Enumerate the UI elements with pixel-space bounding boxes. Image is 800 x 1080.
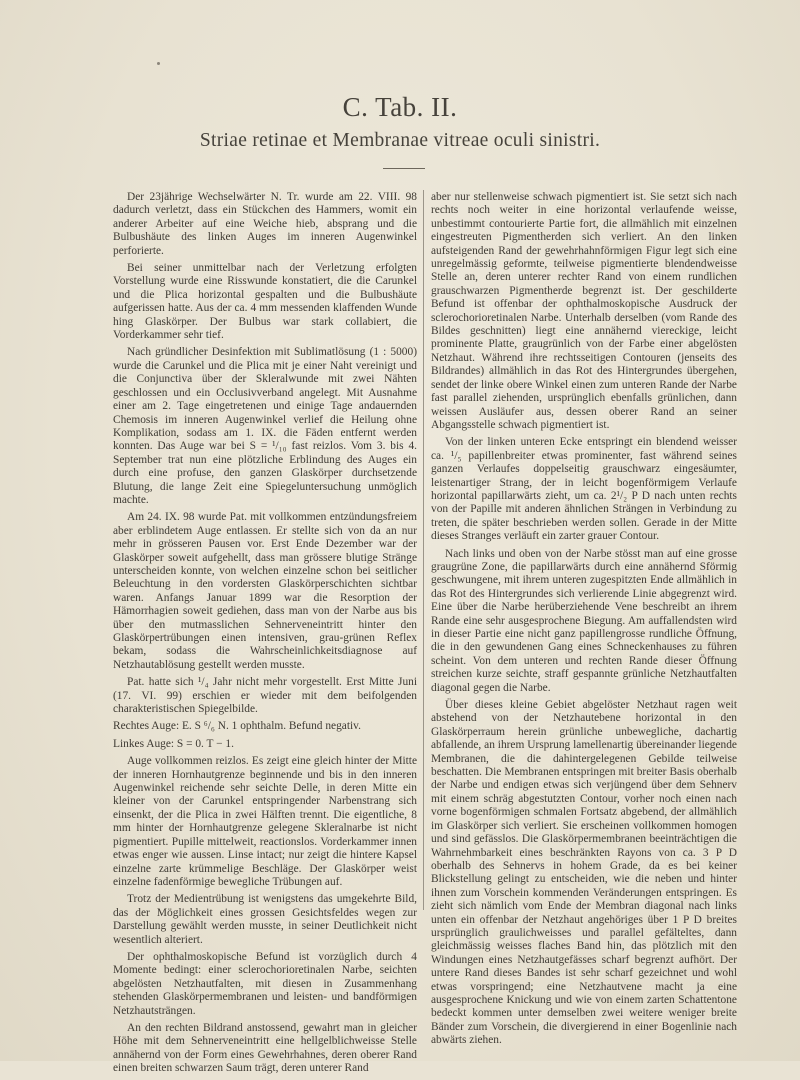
paragraph: Über dieses kleine Gebiet abgelöster Netzhaut ragen weit abstehend von der Netzhautebene horizontal in den Glaskörperraum herein grünliche unbewegliche, dachartig abfallende, an ihrem Ursprung lamellenartig übereinander liegende Membranen, die die dahintergelegenen Gebilde teilweise beschatten. Die Membranen entspringen mit breiter Basis oberhalb der Narbe und endigen etwas sich verjüngend über dem Sehnerv mit einem schräg abgestutzten Contour, vorher noch einen nach vorne bogenförmigen schmalen Fortsatz abgebend, der allmählich im Glaskörper sich verliert. Sie erscheinen vollkommen homogen und sind gefässlos. Die Glaskörpermembranen beeinträchtigen die Wahrnehmbarkeit eines beschränkten Rayons von ca. 3 P D oberhalb des Sehnervs in hohem Grade, da es bei keiner Blickstellung gelingt zu entscheiden, wie die neben und hinter ihnen zum Vorschein kommenden Veränderungen entspringen. Es zieht sich nämlich vom Ende der Membran diagonal nach links unten ein offenbar der Netzhaut angehöriges über 1 P D breites ursprünglich graulichweisses und parallel gefälteltes, dann gleichmässig weisses flaches Band hin, das plötzlich mit den Windungen eines Netzhautgefässes scharf begrenzt aufhört. Der untere Rand dieses Bandes ist sehr scharf gezeichnet und wohl etwas vorspringend; eine Netzhautvene macht ja eine ausgesprochene Knickung und wie von einem zarten Schattentone bedeckt kommen unter demselben zwei weitere weniger breite Bänder zum Vorschein, die divergierend in einer Bogenlinie nach abwärts ziehen. xyxy=(431,699,737,1047)
paragraph: Der ophthalmoskopische Befund ist vorzüglich durch 4 Momente bedingt: einer sclerochorioretinalen Narbe, seichten abgelösten Netzhautfalten, mit diesen in Zusammenhang stehenden Glaskörpermembranen und leisten- und bandförmigen Netzhautsträngen. xyxy=(113,950,417,1017)
plate-subtitle: Striae retinae et Membranae vitreae oculi sinistri. xyxy=(199,130,601,151)
column-divider xyxy=(423,190,424,910)
paragraph: Nach links und oben von der Narbe stösst man auf eine grosse graugrüne Zone, die papillarwärts durch eine annähernd Sförmig geschwungene, mit ihrem unteren zugespitzten Ende allmählich in das Rot des Hintergrundes sich verlierende Linie abgegrenzt wird. Eine über die Narbe herüberziehende Vene beschreibt an ihrem Rande eine sehr ausgesprochene Biegung. Am auffallendsten wird in dieser Partie eine nicht ganz papillengrosse rundliche Öffnung, die in den gewundenen Gang eines Schneckenhauses zu führen scheint. Von dem unteren und rechten Rande dieser Öffnung streichen kurze seichte, straff gespannte grünliche Netzhautfalten diagonal gegen die Narbe. xyxy=(431,547,737,694)
plate-title: C. Tab. II. xyxy=(342,92,458,122)
paragraph: Trotz der Medientrübung ist wenigstens das umgekehrte Bild, das der Möglichkeit eines grossen Gesichtsfeldes wegen zur Darstellung gewählt werden musste, in seiner Deutlichkeit nicht wesentlich alteriert. xyxy=(113,893,417,946)
paragraph: aber nur stellenweise schwach pigmentiert ist. Sie setzt sich nach rechts noch weiter in eine horizontal verlaufende weisse, unbestimmt contourierte Partie fort, die allmählich mit einzelnen eingestreuten Pigmentherden sich verliert. An den linken aufsteigenden Rand der gewehrhahnförmigen Figur legt sich eine unregelmässig geformte, teilweise pigmentierte blendendweisse Stelle an, deren unterer rechter Rand von einem rundlichen grauschwarzen Pigmentherde begrenzt ist. Der geschilderte Befund ist offenbar der ophthalmoskopische Ausdruck der sclerochorioretinalen Narbe. Unterhalb derselben (vom Rande des Bildes geschnitten) liegt eine annähernd viereckige, leicht prominente Platte, graugrünlich von der Farbe einer abgelösten Netzhaut. Während ihre rechtsseitigen Contouren (jenseits des Bildrandes) allmählich in das Rot des Hintergrundes übergehen, sendet der linke obere Winkel einen zum unteren Rande der Narbe fast parallel ziehenden, ursprünglich ebenfalls grünlichen, dann weissen Ausläufer aus, dessen oberer Rand an seiner Abgangsstelle schwach pigmentiert ist. xyxy=(431,191,737,431)
paragraph: Nach gründlicher Desinfektion mit Sublimatlösung (1 : 5000) wurde die Carunkel und die Plica mit je einer Naht vereinigt und die Conjunctiva über der Skleralwunde mit zwei Nähten geschlossen und ein Occlusivverband angelegt. Mit Ausnahme einer am 2. Tage eingetretenen und einige Tage andauernden Chemosis im inneren Augenwinkel verlief die Heilung ohne Komplikation, sodass am 1. IX. die Fäden entfernt werden konnten. Das Auge war bei S = ¹/₁₀ fast reizlos. Vom 3. bis 4. September trat nun eine plötzliche Erblindung des Auges ein durch eine profuse, den ganzen Glaskörper durchsetzende Blutung, die lange Zeit eine Spiegeluntersuchung unmöglich machte. xyxy=(113,346,417,506)
paragraph-left-eye: Linkes Auge: S = 0. T − 1. xyxy=(113,737,234,750)
paragraph-right-eye: Rechtes Auge: E. S ⁶/₆ N. 1 ophthalm. Befund negativ. xyxy=(113,720,361,733)
paragraph: Von der linken unteren Ecke entspringt ein blendend weisser ca. ¹/₅ papillenbreiter etwas prominenter, fast während seines ganzen Verlaufes doppelseitig grauschwarz eingesäumter, leistenartiger Strang, der in leicht bogenförmigem Verlaufe horizontal papillarwärts zieht, um ca. 2¹/₂ P D nach unten rechts von der Papille mit anderen ähnlichen Strängen in Verbindung zu treten, die später beschrieben werden sollen. Gerade in der Mitte dieses Stranges verläuft ein zarter grauer Contour. xyxy=(431,436,737,543)
paragraph: An den rechten Bildrand anstossend, gewahrt man in gleicher Höhe mit dem Sehnerveneintritt eine hellgelblichweisse Stelle annähernd von der Form eines Gewehrhahnes, deren oberer Rand einen breiten schwarzen Saum trägt, deren unterer Rand xyxy=(113,1021,417,1075)
title-rule xyxy=(383,168,425,169)
paragraph: Bei seiner unmittelbar nach der Verletzung erfolgten Vorstellung wurde eine Risswunde konstatiert, die die Carunkel und die Plica horizontal gespalten und die Bulbushäute aufgerissen hatte. Aus der ca. 4 mm messenden klaffenden Wunde hing Glaskörper. Der Bulbus war stark collabiert, die Vorderkammer sehr tief. xyxy=(113,262,417,342)
paragraph: Pat. hatte sich ¹/₄ Jahr nicht mehr vorgestellt. Erst Mitte Juni (17. VI. 99) erschien er wieder mit dem beifolgenden charakteristischen Spiegelbilde. xyxy=(113,676,417,716)
paragraph: Auge vollkommen reizlos. Es zeigt eine gleich hinter der Mitte der inneren Hornhautgrenze beginnende und bis in den inneren Augenwinkel reichende sehr seichte Delle, in deren Mitte ein kleiner von der Carunkel entspringender Narbenstrang sich einsenkt, der die Plica in zwei Hälften trennt. Die eigentliche, 8 mm hinter der Hornhautgrenze gelegene Skleralnarbe ist nicht pigmentiert. Pupille mittelweit, reactionslos. Vorderkammer innen etwas enger wie aussen. Linse intact; nur zeigt die hintere Kapsel einzelne zarte krümmelige Beschläge. Der Glaskörper weist einzelne fadenförmige bewegliche Trübungen auf. xyxy=(113,755,417,888)
stain-dot xyxy=(157,62,160,65)
paragraph: Der 23jährige Wechselwärter N. Tr. wurde am 22. VIII. 98 dadurch verletzt, dass ein Stückchen des Hammers, womit ein anderer Arbeiter auf eine Weiche hieb, absprang und die Bulbushäute des linken Auges im inneren Augenwinkel perforierte. xyxy=(113,191,417,257)
paragraph: Am 24. IX. 98 wurde Pat. mit vollkommen entzündungsfreiem aber erblindetem Auge entlassen. Er stellte sich von da an nur mehr in grösseren Pausen vor. Erst Ende Dezember war der Glaskörper soweit aufgehellt, dass man grössere blutige Stränge unterscheiden konnte, von welchen einzelne schon bei seitlicher Beleuchtung in den vordersten Glaskörperschichten sichtbar waren. Anfangs Januar 1899 war die Resorption der Hämorrhagien soweit gediehen, dass man von der Narbe aus bis über den mutmasslichen Sehnerveneintritt hinter den Glaskörpertrübungen einen intensiven, grau-grünen Reflex bekam, sodass die Wahrscheinlichkeitsdiagnose auf Netzhautablösung gestellt werden musste. xyxy=(113,511,417,671)
left-column xyxy=(113,191,417,1080)
right-column xyxy=(431,191,737,1052)
